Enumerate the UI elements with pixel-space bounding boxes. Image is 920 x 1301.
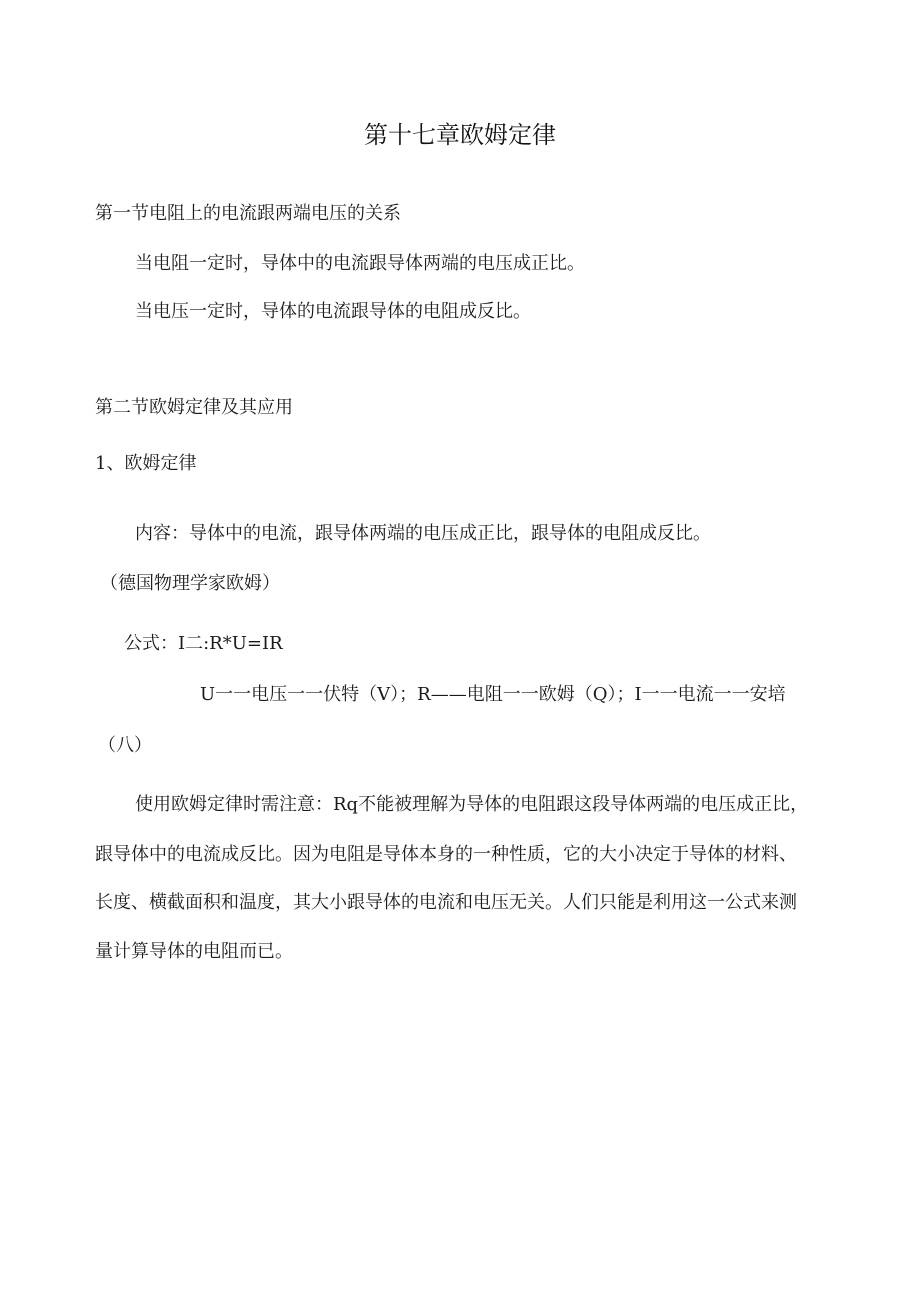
caution-line-1: 使用欧姆定律时需注意：Rq不能被理解为导体的电阻跟这段导体两端的电压成正比， bbox=[135, 794, 809, 815]
caution-line-3: 长度、横截面积和温度，其大小跟导体的电流和电压无关。人们只能是利用这一公式来测 bbox=[95, 892, 797, 913]
chapter-title: 第十七章欧姆定律 bbox=[364, 121, 556, 149]
law-note: （德国物理学家欧姆） bbox=[100, 573, 280, 594]
caution-line-2: 跟导体中的电流成反比。因为电阻是导体本身的一种性质，它的大小决定于导体的材料、 bbox=[95, 844, 797, 865]
section1-heading: 第一节电阻上的电流跟两端电压的关系 bbox=[95, 203, 401, 224]
caution-line-4: 量计算导体的电阻而已。 bbox=[95, 941, 293, 962]
units-line-1: U一一电压一一伏特（V）；R——电阻一一欧姆（Q）；I一一电流一一安培 bbox=[200, 684, 786, 705]
section2-heading: 第二节欧姆定律及其应用 bbox=[95, 397, 293, 418]
subsection-heading: 1、欧姆定律 bbox=[95, 453, 197, 474]
formula-line: 公式：I二:R*U=IR bbox=[124, 633, 283, 654]
units-line-2: （八） bbox=[98, 735, 152, 756]
law-content: 内容：导体中的电流，跟导体两端的电压成正比，跟导体的电阻成反比。 bbox=[135, 523, 711, 544]
section1-paragraph-1: 当电阻一定时，导体中的电流跟导体两端的电压成正比。 bbox=[135, 253, 585, 274]
section1-paragraph-2: 当电压一定时，导体的电流跟导体的电阻成反比。 bbox=[135, 301, 531, 322]
